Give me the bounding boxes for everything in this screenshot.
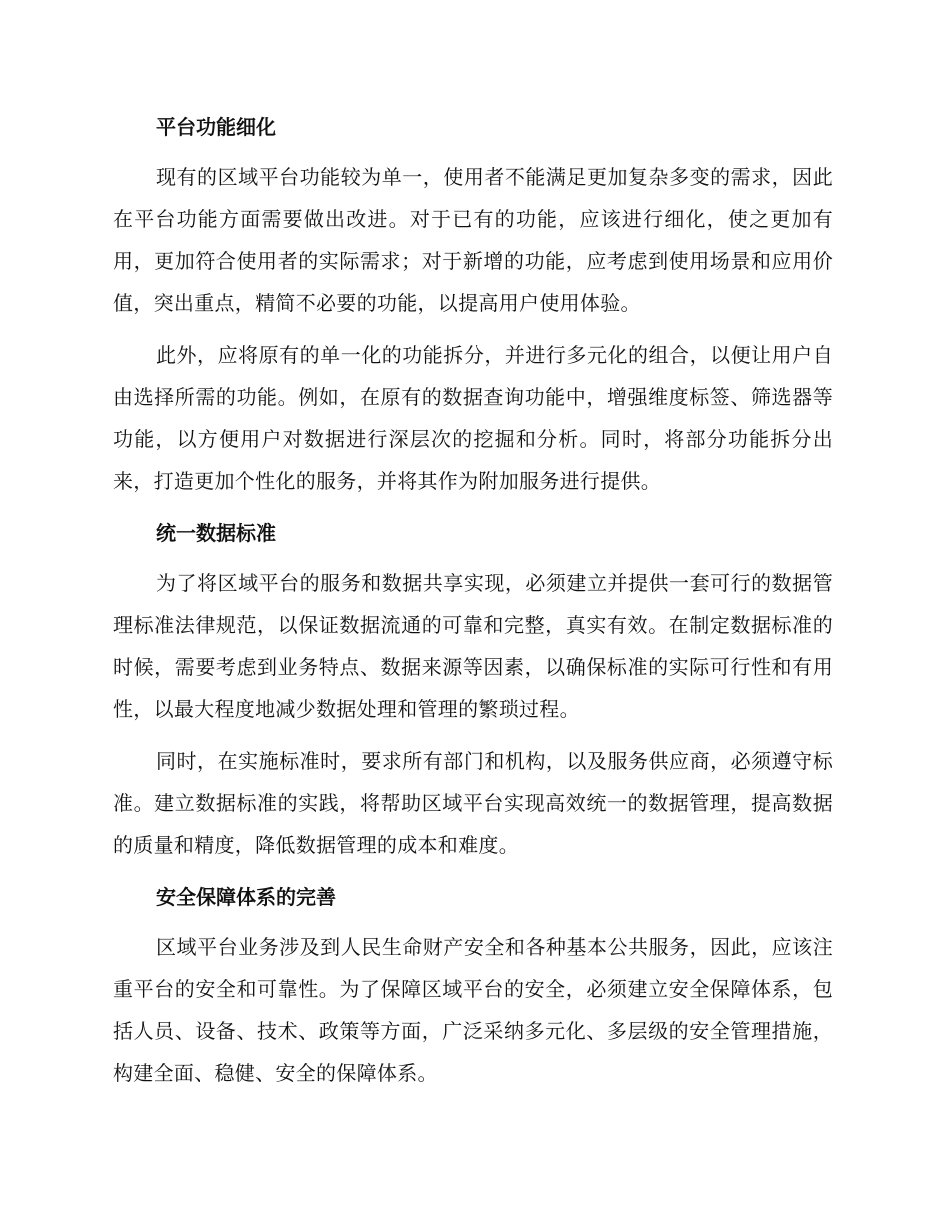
document-page bbox=[113, 106, 833, 1104]
section-data-standard bbox=[113, 512, 833, 866]
paragraph: 此外，应将原有的单一化的功能拆分，并进行多元化的组合，以便让用户自由选择所需的功能。例如，在原有的数据查询功能中，增强维度标签、筛选器等功能，以方便用户对数据进行深层次的挖掘和分析。同时，将部分功能拆分出来，打造更加个性化的服务，并将其作为附加服务进行提供。 bbox=[113, 343, 833, 493]
section-heading: 统一数据标准 bbox=[156, 521, 276, 545]
section-security bbox=[113, 876, 833, 1094]
paragraph: 同时，在实施标准时，要求所有部门和机构，以及服务供应商，必须遵守标准。建立数据标准的实践，将帮助区域平台实现高效统一的数据管理，提高数据的质量和精度，降低数据管理的成本和难度。 bbox=[113, 749, 833, 857]
paragraph: 为了将区域平台的服务和数据共享实现，必须建立并提供一套可行的数据管理标准法律规范，以保证数据流通的可靠和完整，真实有效。在制定数据标准的时候，需要考虑到业务特点、数据来源等因素，以确保标准的实际可行性和有用性，以最大程度地减少数据处理和管理的繁琐过程。 bbox=[113, 571, 833, 721]
section-platform-function bbox=[113, 106, 833, 502]
paragraph: 区域平台业务涉及到人民生命财产安全和各种基本公共服务，因此，应该注重平台的安全和可靠性。为了保障区域平台的安全，必须建立安全保障体系，包括人员、设备、技术、政策等方面，广泛采纳多元化、多层级的安全管理措施，构建全面、稳健、安全的保障体系。 bbox=[113, 935, 833, 1085]
section-heading: 安全保障体系的完善 bbox=[156, 885, 336, 909]
section-heading: 平台功能细化 bbox=[156, 115, 276, 139]
paragraph: 现有的区域平台功能较为单一，使用者不能满足更加复杂多变的需求，因此在平台功能方面需要做出改进。对于已有的功能，应该进行细化，使之更加有用，更加符合使用者的实际需求；对于新增的功能，应考虑到使用场景和应用价值，突出重点，精简不必要的功能，以提高用户使用体验。 bbox=[113, 165, 833, 315]
